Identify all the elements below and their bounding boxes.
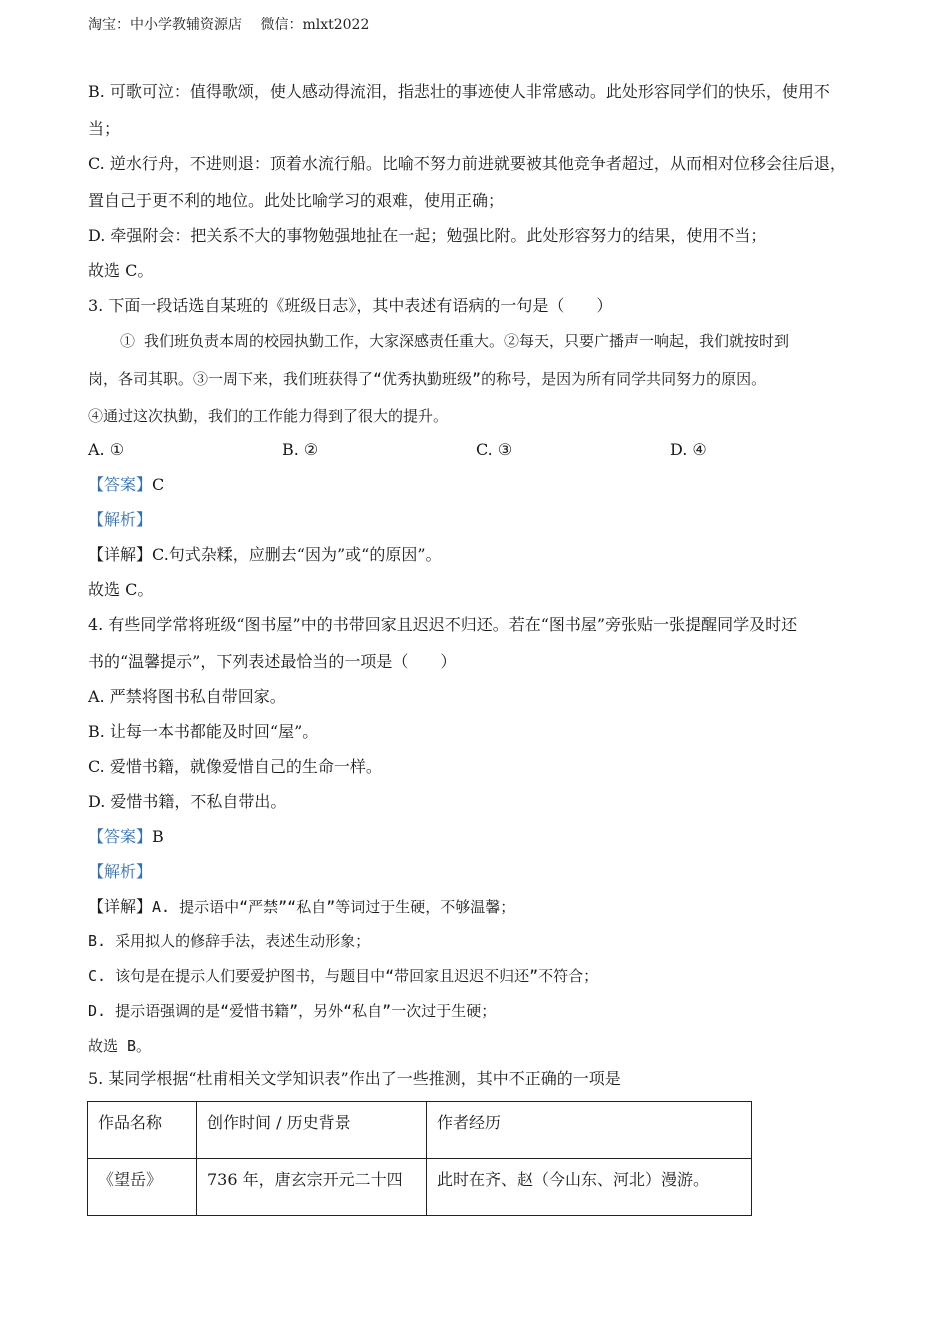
shop-label: 淘宝：中小学教辅资源店 xyxy=(88,17,242,33)
table-header-row xyxy=(88,1102,752,1159)
q3-analysis-tag: 【解析】 xyxy=(88,510,153,529)
q4-analysis-tag: 【解析】 xyxy=(88,862,153,881)
q5-stem: 5. 某同学根据“杜甫相关文学知识表”作出了一些推测，其中不正确的一项是 xyxy=(88,1069,621,1088)
q3-option-a: A. ① xyxy=(88,440,125,459)
q4-stem-line2: 书的“温馨提示”，下列表述最恰当的一项是（ ） xyxy=(88,652,457,671)
q3-passage-line2: 岗，各司其职。③一周下来，我们班获得了“优秀执勤班级”的称号，是因为所有同学共同努力的原因。 xyxy=(88,370,767,388)
q3-conclusion: 故选 C。 xyxy=(88,580,154,599)
q2-option-c-line2: 置自己于更不利的地位。此处比喻学习的艰难，使用正确； xyxy=(88,191,505,210)
answer-value: C xyxy=(152,475,165,494)
q3-option-d: D. ④ xyxy=(670,440,707,459)
q4-conclusion: 故选 B。 xyxy=(88,1037,152,1055)
q2-option-b-line2: 当； xyxy=(88,119,121,138)
q4-option-b: B. 让每一本书都能及时回“屋”。 xyxy=(88,722,319,741)
q4-option-d: D. 爱惜书籍，不私自带出。 xyxy=(88,792,287,811)
page-header xyxy=(88,14,369,34)
table-header-cell: 作者经历 xyxy=(427,1102,752,1159)
detail-tag: 【详解】 xyxy=(88,897,153,916)
q4-detail-a xyxy=(88,896,870,918)
detail-a-text: A. 提示语中“严禁”“私自”等词过于生硬，不够温馨； xyxy=(152,898,516,916)
table-row xyxy=(88,1159,752,1216)
table-cell: 736 年，唐玄宗开元二十四 xyxy=(197,1159,427,1216)
detail-text: C.句式杂糅，应删去“因为”或“的原因”。 xyxy=(152,545,442,564)
q4-detail-d: D. 提示语强调的是“爱惜书籍”，另外“私自”一次过于生硬； xyxy=(88,1002,497,1020)
q4-detail-b: B. 采用拟人的修辞手法，表述生动形象； xyxy=(88,932,371,950)
q3-option-b: B. ② xyxy=(282,440,319,459)
q4-answer xyxy=(88,826,870,848)
q4-option-c: C. 爱惜书籍，就像爱惜自己的生命一样。 xyxy=(88,757,382,776)
q4-option-a: A. 严禁将图书私自带回家。 xyxy=(88,687,286,706)
q3-passage-line3: ④通过这次执勤，我们的工作能力得到了很大的提升。 xyxy=(88,407,449,425)
q2-option-b-line1: B. 可歌可泣：值得歌颂，使人感动得流泪，指悲壮的事迹使人非常感动。此处形容同学们的快乐，使用不 xyxy=(88,82,830,101)
table-header-cell: 创作时间 / 历史背景 xyxy=(197,1102,427,1159)
table-cell: 此时在齐、赵（今山东、河北）漫游。 xyxy=(427,1159,752,1216)
table-cell: 《望岳》 xyxy=(88,1159,197,1216)
q3-detail xyxy=(88,544,870,566)
q3-stem: 3. 下面一段话选自某班的《班级日志》，其中表述有语病的一句是（ ） xyxy=(88,296,613,315)
answer-tag: 【答案】 xyxy=(88,475,153,494)
answer-value: B xyxy=(152,827,164,846)
answer-tag: 【答案】 xyxy=(88,827,153,846)
q3-option-c: C. ③ xyxy=(476,440,513,459)
wechat-label: 微信：mlxt2022 xyxy=(260,17,370,33)
q3-answer xyxy=(88,474,870,496)
table-header-cell: 作品名称 xyxy=(88,1102,197,1159)
q2-option-d: D. 牵强附会：把关系不大的事物勉强地扯在一起；勉强比附。此处形容努力的结果，使用不当； xyxy=(88,226,767,245)
q4-stem-line1: 4. 有些同学常将班级“图书屋”中的书带回家且迟迟不归还。若在“图书屋”旁张贴一张提醒同学及时还 xyxy=(88,615,798,634)
q3-passage-line1: ① 我们班负责本周的校园执勤工作，大家深感责任重大。②每天，只要广播声一响起，我们就按时到 xyxy=(120,332,790,350)
q4-detail-c: C. 该句是在提示人们要爱护图书，与题目中“带回家且迟迟不归还”不符合； xyxy=(88,967,599,985)
q2-option-c-line1: C. 逆水行舟，不进则退：顶着水流行船。比喻不努力前进就要被其他竞争者超过，从而相对位移会往后退， xyxy=(88,154,846,173)
detail-tag: 【详解】 xyxy=(88,545,153,564)
dufu-knowledge-table xyxy=(87,1101,752,1216)
q2-conclusion: 故选 C。 xyxy=(88,261,154,280)
